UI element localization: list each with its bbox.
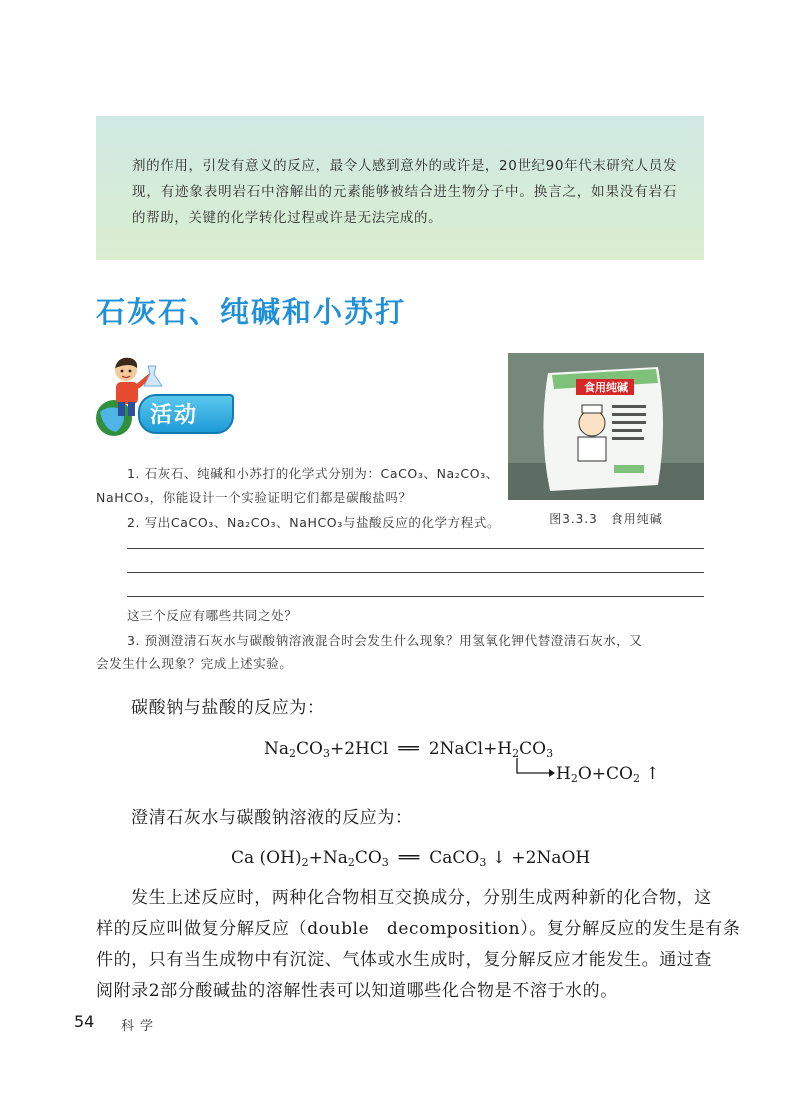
activity-q1-formula: CaCO₃、Na₂CO₃、 [380,466,499,481]
activity-q2: 2. 写出CaCO₃、Na₂CO₃、NaHCO₃与盐酸反应的化学方程式。 [127,515,501,530]
conclusion-line-4: 阅附录2部分酸碱盐的溶解性表可以知道哪些化合物是不溶于水的。 [96,981,618,1001]
conclusion-line-1: 发生上述反应时，两种化合物相互交换成分，分别生成两种新的化合物，这 [131,888,712,908]
package-label: 食用纯碱 [584,381,628,394]
conclusion-line-3: 件的，只有当生成物中有沉淀、气体或水生成时，复分解反应才能发生。通过查 [96,950,712,970]
activity-q3-line2: 会发生什么现象？完成上述实验。 [96,656,293,671]
activity-q1-line1 [127,464,499,482]
reaction-intro-1: 碳酸钠与盐酸的反应为： [131,698,325,718]
activity-q1-text: 1. 石灰石、纯碱和小苏打的化学式分别为： [127,466,381,481]
page-number: 54 [74,1012,95,1031]
decomposition-arrow-icon [515,758,555,780]
activity-q2-followup: 这三个反应有哪些共同之处？ [127,608,298,623]
context-paragraph: 剂的作用，引发有意义的反应，最令人感到意外的或许是，20世纪90年代末研究人员发现，有迹象表明岩石中溶解出的元素能够被结合进生物分子中。换言之，如果没有岩石的帮助，关键的化学转化过程或许是无法完成的。 [132,158,677,226]
context-box [96,116,704,260]
activity-q1-line2: NaHCO₃，你能设计一个实验证明它们都是碳酸盐吗？ [96,490,412,505]
product-photo [508,353,704,500]
answer-line [127,596,704,597]
answer-line [127,548,704,549]
book-title: 科学 [121,1019,160,1034]
activity-q3-line1: 3. 预测澄清石灰水与碳酸钠溶液混合时会发生什么现象？用氢氧化钾代替澄清石灰水，又 [127,633,643,648]
answer-line [127,572,704,573]
equation-1: $Na_2CO_3+2HCl$ ══ $2NaCl+H_2CO_3$ [264,739,554,760]
reaction-intro-2: 澄清石灰水与碳酸钠溶液的反应为： [131,808,413,828]
section-title: 石灰石、纯碱和小苏打 [96,295,407,329]
equation-2: Ca $(OH)_2+Na_2CO_3$ ══ CaCO$_3$ ↓ +2NaOH [231,848,591,869]
activity-badge-label: 活动 [150,403,199,428]
figure-caption: 图3.3.3 食用纯碱 [549,512,663,526]
equation-1-products: $H_2O+CO_2$ ↑ [556,764,660,785]
soda-package-image [508,353,704,500]
activity-badge [92,352,232,436]
conclusion-line-2: 样的反应叫做复分解反应（double decomposition）。复分解反应的发生是有条 [96,919,741,939]
